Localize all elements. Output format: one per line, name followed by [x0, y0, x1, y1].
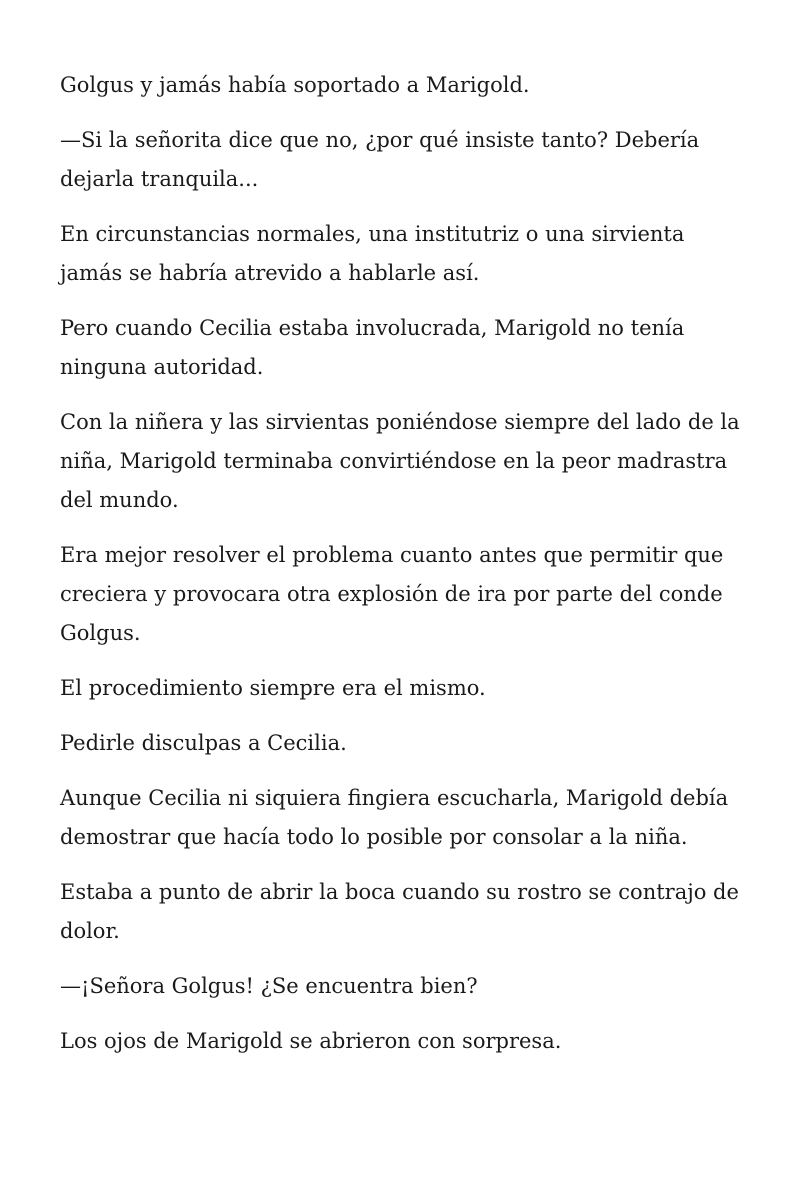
paragraph: Pero cuando Cecilia estaba involucrada, Marigold no tenía ninguna autoridad.: [60, 316, 685, 379]
paragraph: Aunque Cecilia ni siquiera fingiera escucharla, Marigold debía demostrar que hacía todo lo posible por consolar a la niña.: [60, 786, 729, 849]
paragraph: En circunstancias normales, una institutriz o una sirvienta jamás se habría atrevido a hablarle así.: [60, 222, 685, 285]
paragraph: Con la niñera y las sirvientas poniéndose siempre del lado de la niña, Marigold terminaba convirtiéndose en la peor madrastra del mundo.: [60, 410, 740, 512]
paragraph: Golgus y jamás había soportado a Marigold.: [60, 73, 530, 97]
paragraph: —Si la señorita dice que no, ¿por qué insiste tanto? Debería dejarla tranquila...: [60, 128, 700, 191]
paragraph: —¡Señora Golgus! ¿Se encuentra bien?: [60, 974, 478, 998]
paragraph: Pedirle disculpas a Cecilia.: [60, 731, 347, 755]
paragraph: Estaba a punto de abrir la boca cuando su rostro se contrajo de dolor.: [60, 880, 739, 943]
paragraph: Era mejor resolver el problema cuanto antes que permitir que creciera y provocara otra explosión de ira por parte del conde Golgus.: [60, 543, 724, 645]
paragraph: El procedimiento siempre era el mismo.: [60, 676, 486, 700]
paragraph: Los ojos de Marigold se abrieron con sorpresa.: [60, 1029, 562, 1053]
